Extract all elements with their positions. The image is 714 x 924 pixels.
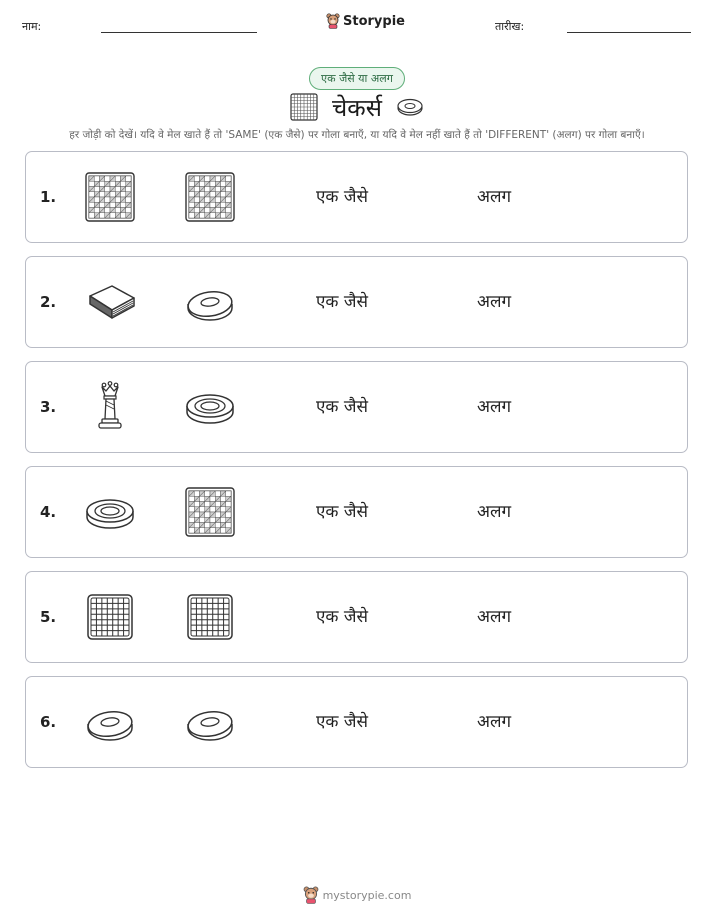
option-same[interactable]: एक जैसे	[316, 397, 368, 417]
checker-piece-title-icon	[396, 97, 424, 117]
question-number: 1.	[40, 188, 57, 206]
question-number: 4.	[40, 503, 57, 521]
chess-queen-icon	[82, 379, 138, 435]
question-number: 3.	[40, 398, 57, 416]
checker-stack-icon	[82, 484, 138, 540]
instructions: हर जोड़ी को देखें। यदि वे मेल खाते हैं तो 'SAME' (एक जैसे) पर गोला बनाएँ, या यदि वे मेल नहीं खाते हैं तो 'DIFFERENT' (अलग) पर गोला बनाएँ।	[69, 129, 645, 141]
name-label: नाम:	[22, 20, 42, 33]
option-same[interactable]: एक जैसे	[316, 607, 368, 627]
footer	[0, 886, 714, 904]
checker-piece-icon	[182, 274, 238, 330]
date-label: तारीख:	[495, 20, 525, 33]
question-card	[25, 151, 688, 243]
option-same[interactable]: एक जैसे	[316, 502, 368, 522]
question-card	[25, 256, 688, 348]
option-different[interactable]: अलग	[477, 397, 512, 417]
question-card	[25, 571, 688, 663]
bear-mascot-footer-icon	[303, 886, 319, 904]
page-title: चेकर्स	[332, 93, 382, 122]
question-card	[25, 676, 688, 768]
checkerboard-diagonal-icon	[182, 484, 238, 540]
option-different[interactable]: अलग	[477, 712, 512, 732]
option-different[interactable]: अलग	[477, 187, 512, 207]
checker-stack-icon	[182, 379, 238, 435]
grid-board-icon	[82, 589, 138, 645]
option-same[interactable]: एक जैसे	[316, 712, 368, 732]
option-different[interactable]: अलग	[477, 292, 512, 312]
option-same[interactable]: एक जैसे	[316, 187, 368, 207]
question-number: 5.	[40, 608, 57, 626]
checkerboard-title-icon	[290, 93, 318, 121]
bear-mascot-icon	[326, 13, 340, 29]
brand-logo	[326, 13, 405, 29]
question-card	[25, 466, 688, 558]
option-different[interactable]: अलग	[477, 502, 512, 522]
category-badge: एक जैसे या अलग	[309, 67, 405, 90]
option-different[interactable]: अलग	[477, 607, 512, 627]
option-same[interactable]: एक जैसे	[316, 292, 368, 312]
question-number: 6.	[40, 713, 57, 731]
footer-url: mystorypie.com	[322, 888, 412, 902]
book-icon	[82, 274, 138, 330]
checker-piece-icon	[82, 694, 138, 750]
checker-piece-icon	[182, 694, 238, 750]
brand-name: Storypie	[343, 13, 405, 29]
title-row	[0, 90, 714, 124]
checkerboard-diagonal-icon	[182, 169, 238, 225]
name-line[interactable]	[101, 32, 257, 33]
question-card	[25, 361, 688, 453]
question-number: 2.	[40, 293, 57, 311]
checkerboard-diagonal-icon	[82, 169, 138, 225]
date-line[interactable]	[567, 32, 691, 33]
grid-board-icon	[182, 589, 238, 645]
